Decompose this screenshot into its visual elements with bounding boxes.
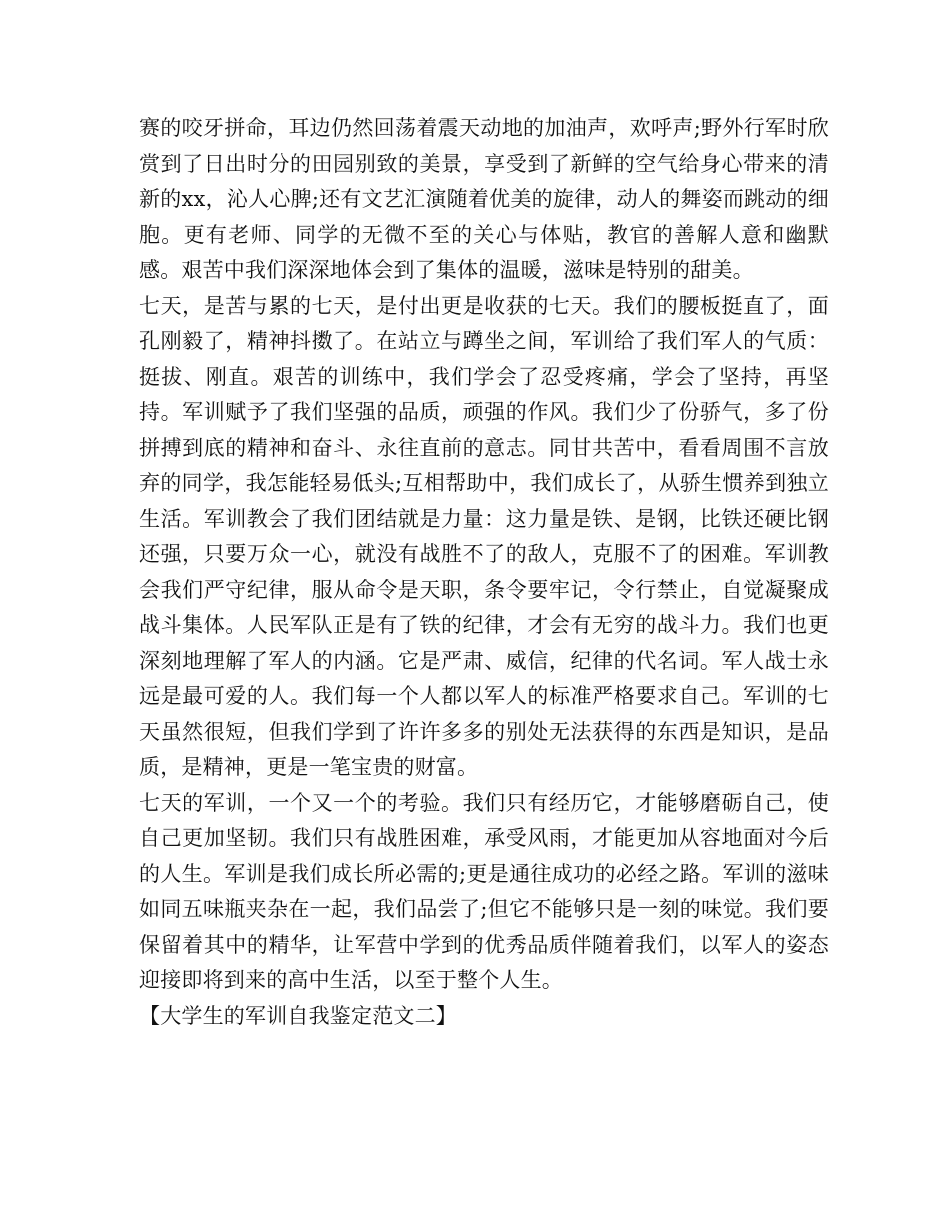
- paragraph-2: 七天，是苦与累的七天，是付出更是收获的七天。我们的腰板挺直了，面孔刚毅了，精神抖擞了。在站立与蹲坐之间，军训给了我们军人的气质：挺拔、刚直。艰苦的训练中，我们学会了忍受疼痛，学会了坚持，再坚持。军训赋予了我们坚强的品质，顽强的作风。我们少了份骄气，多了份拼搏到底的精神和奋斗、永往直前的意志。同甘共苦中，看看周围不言放弃的同学，我怎能轻易低头;互相帮助中，我们成长了，从骄生惯养到独立生活。军训教会了我们团结就是力量：这力量是铁、是钢，比铁还硬比钢还强，只要万众一心，就没有战胜不了的敌人，克服不了的困难。军训教会我们严守纪律，服从命令是天职，条令要牢记，令行禁止，自觉凝聚成战斗集体。人民军队正是有了铁的纪律，才会有无穷的战斗力。我们也更深刻地理解了军人的内涵。它是严肃、威信，纪律的代名词。军人战士永远是最可爱的人。我们每一个人都以军人的标准严格要求自己。军训的七天虽然很短，但我们学到了许许多多的别处无法获得的东西是知识，是品质，是精神，更是一笔宝贵的财富。: [139, 293, 829, 779]
- section-heading: 【大学生的军训自我鉴定范文二】: [139, 1003, 457, 1028]
- document-body: [139, 111, 829, 1034]
- paragraph-1: 赛的咬牙拼命，耳边仍然回荡着震天动地的加油声，欢呼声;野外行军时欣赏到了日出时分的田园别致的美景，享受到了新鲜的空气给身心带来的清新的xx，沁人心脾;还有文艺汇演随着优美的旋律，动人的舞姿而跳动的细胞。更有老师、同学的无微不至的关心与体贴，教官的善解人意和幽默感。艰苦中我们深深地体会到了集体的温暖，滋味是特别的甜美。: [139, 116, 829, 282]
- paragraph-3: 七天的军训，一个又一个的考验。我们只有经历它，才能够磨砺自己，使自己更加坚韧。我们只有战胜困难，承受风雨，才能更加从容地面对今后的人生。军训是我们成长所必需的;更是通往成功的必经之路。军训的滋味如同五味瓶夹杂在一起，我们品尝了;但它不能够只是一刻的味觉。我们要保留着其中的精华，让军营中学到的优秀品质伴随着我们，以军人的姿态迎接即将到来的高中生活，以至于整个人生。: [139, 790, 829, 992]
